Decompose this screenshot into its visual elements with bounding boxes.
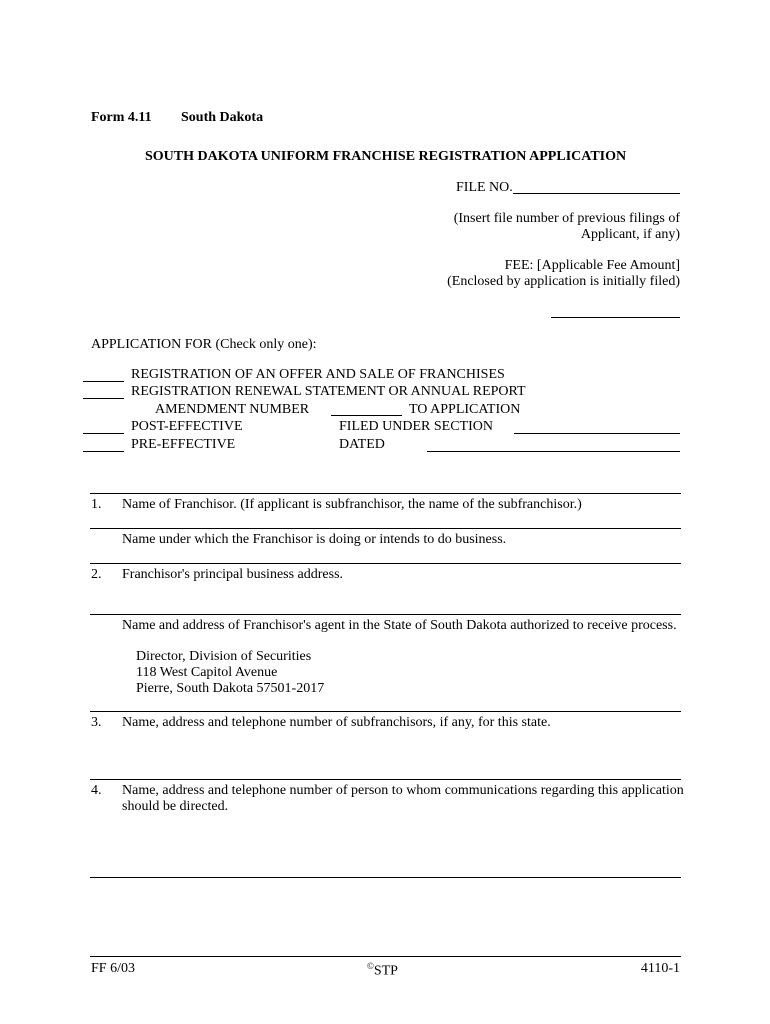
copyright-symbol: © [367, 961, 374, 971]
file-no-note-line1: (Insert file number of previous filings of [453, 211, 680, 226]
fee-line2: (Enclosed by application is initially filed) [447, 274, 680, 289]
page-title: SOUTH DAKOTA UNIFORM FRANCHISE REGISTRATION APPLICATION [145, 149, 627, 164]
item-3-text: Name, address and telephone number of subfranchisors, if any, for this state. [122, 715, 551, 730]
item-4-text-line-1: Name, address and telephone number of person to whom communications regarding this application [122, 783, 684, 798]
item-number: 3. [91, 715, 102, 730]
business-name-field[interactable] [90, 563, 681, 564]
item-number: 1. [91, 497, 102, 512]
file-no-field[interactable] [513, 193, 680, 194]
subfranchisors-field[interactable] [90, 779, 681, 780]
agent-line-3: Pierre, South Dakota 57501-2017 [136, 681, 325, 696]
post-effective-checkbox-line[interactable] [83, 433, 124, 434]
filed-under-section-label: FILED UNDER SECTION [339, 419, 493, 434]
page-code: 4110-1 [640, 961, 680, 976]
form-revision: FF 6/03 [91, 961, 135, 976]
fee-line1: FEE: [Applicable Fee Amount] [504, 258, 680, 273]
form-state: South Dakota [181, 110, 264, 125]
option-registration: REGISTRATION OF AN OFFER AND SALE OF FRANCHISES [131, 367, 505, 382]
renewal-checkbox-line[interactable] [83, 398, 124, 399]
form-number: Form 4.11 [91, 110, 152, 125]
agent-line-2: 118 West Capitol Avenue [136, 665, 278, 680]
item-1b-text: Name under which the Franchisor is doing or intends to do business. [122, 532, 507, 547]
file-no-note-line2: Applicant, if any) [580, 227, 680, 242]
divider [90, 711, 681, 712]
divider [90, 493, 681, 494]
dated-label: DATED [339, 437, 385, 452]
fee-amount-field[interactable] [551, 317, 680, 318]
filed-under-section-field[interactable] [514, 433, 680, 434]
footer-divider [90, 956, 681, 957]
item-4-text-line-2: should be directed. [122, 799, 229, 814]
option-pre-effective: PRE-EFFECTIVE [131, 437, 236, 452]
option-post-effective: POST-EFFECTIVE [131, 419, 243, 434]
to-application-label: TO APPLICATION [409, 402, 521, 417]
pre-effective-checkbox-line[interactable] [83, 451, 124, 452]
registration-checkbox-line[interactable] [83, 381, 124, 382]
franchisor-name-field[interactable] [90, 528, 681, 529]
contact-person-field[interactable] [90, 877, 681, 878]
item-2-text: Franchisor's principal business address. [122, 567, 344, 582]
dated-field[interactable] [427, 451, 680, 452]
option-renewal: REGISTRATION RENEWAL STATEMENT OR ANNUAL REPORT [131, 384, 526, 399]
item-number: 4. [91, 783, 102, 798]
copyright [367, 961, 398, 980]
item-2b-text: Name and address of Franchisor's agent in the State of South Dakota authorized to receive process. [122, 618, 677, 633]
amendment-number-label: AMENDMENT NUMBER [155, 402, 310, 417]
agent-line-1: Director, Division of Securities [136, 649, 312, 664]
item-1-text: Name of Franchisor. (If applicant is subfranchisor, the name of the subfranchisor.) [122, 497, 582, 512]
business-address-field[interactable] [90, 614, 681, 615]
application-for-label: APPLICATION FOR (Check only one): [91, 337, 317, 352]
copyright-text: STP [373, 963, 398, 979]
amendment-number-field[interactable] [331, 415, 402, 416]
item-number: 2. [91, 567, 102, 582]
file-no-label: FILE NO. [456, 180, 513, 195]
